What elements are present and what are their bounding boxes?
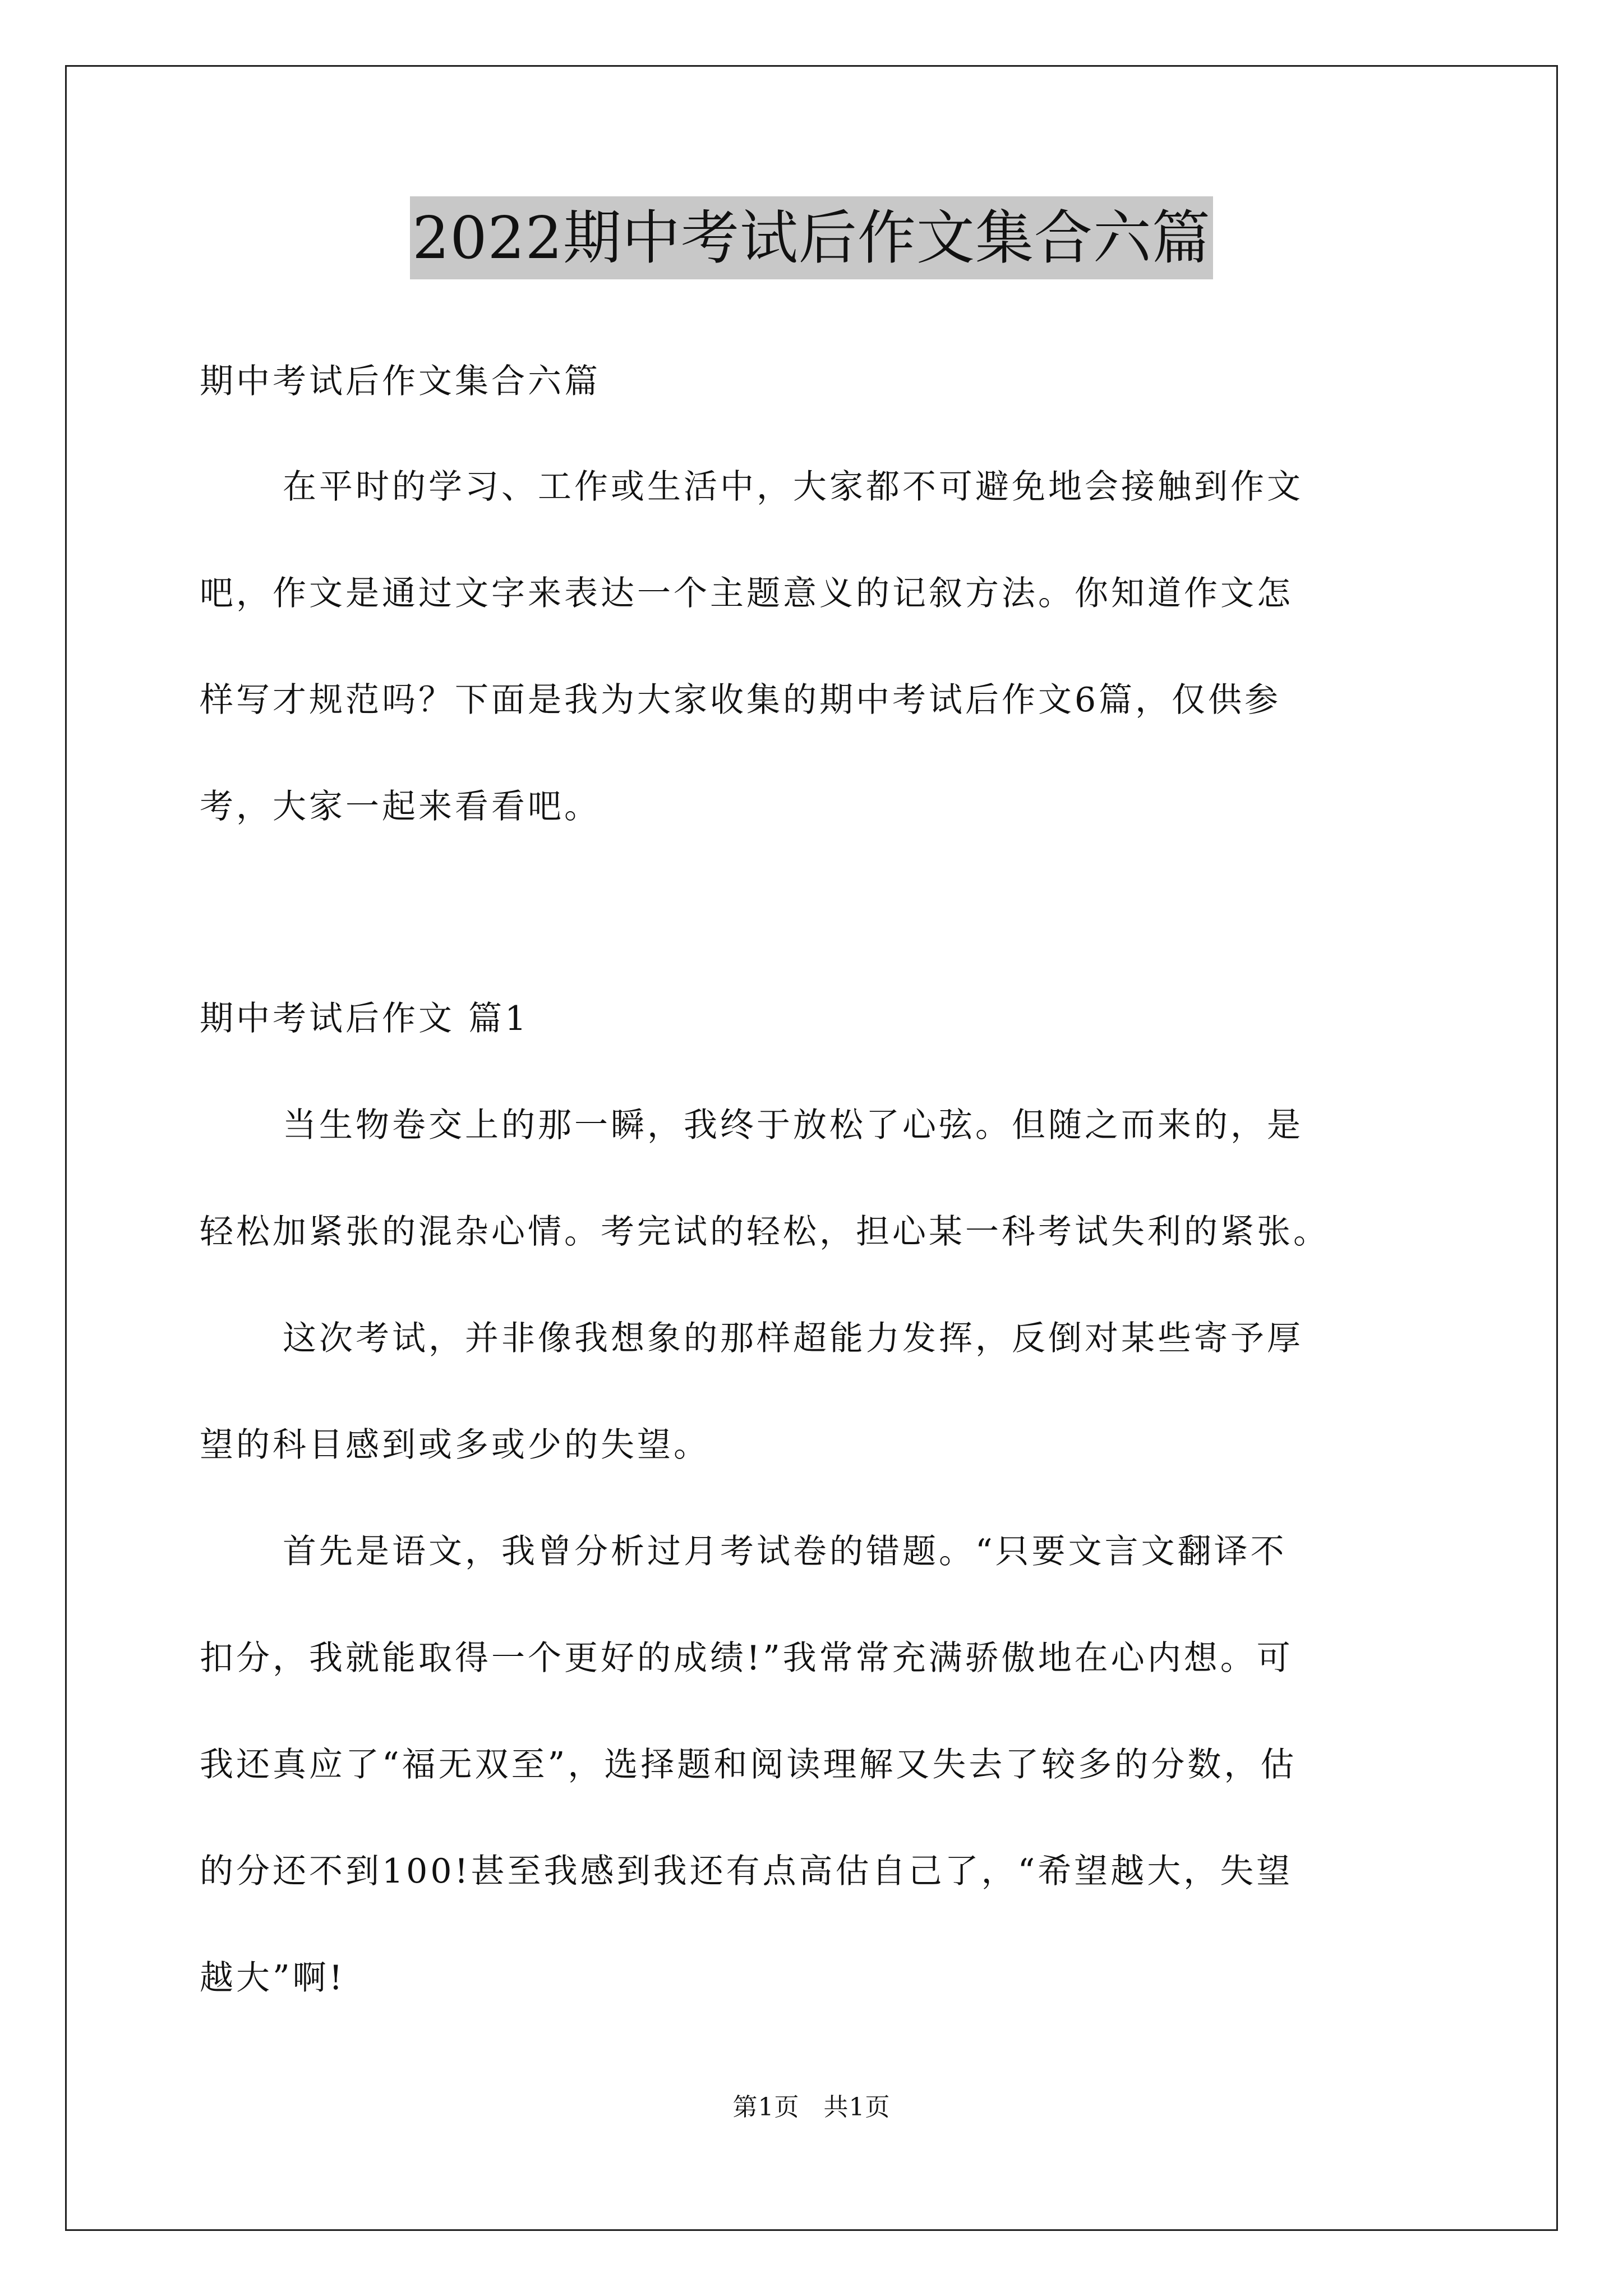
- intro-line: 考，大家一起来看看吧。: [200, 787, 601, 826]
- document-title: 2022期中考试后作文集合六篇: [410, 196, 1213, 279]
- paragraph-line: 的分还不到100!甚至我感到我还有点高估自己了，“希望越大，失望: [200, 1852, 1293, 1891]
- paragraph-line: 当生物卷交上的那一瞬，我终于放松了心弦。但随之而来的，是: [283, 1106, 1303, 1145]
- paragraph-line: 扣分，我就能取得一个更好的成绩!”我常常充满骄傲地在心内想。可: [200, 1639, 1293, 1678]
- paragraph-line: 这次考试，并非像我想象的那样超能力发挥，反倒对某些寄予厚: [283, 1319, 1303, 1358]
- page-footer: [0, 2087, 1623, 2123]
- page-number-current: 第1页: [732, 2093, 800, 2122]
- intro-line: 在平时的学习、工作或生活中，大家都不可避免地会接触到作文: [283, 467, 1303, 507]
- paragraph-line: 轻松加紧张的混杂心情。考完试的轻松，担心某一科考试失利的紧张。: [200, 1212, 1330, 1251]
- paragraph-line: 我还真应了“福无双至”，选择题和阅读理解又失去了较多的分数，估: [200, 1745, 1297, 1784]
- subtitle: 期中考试后作文集合六篇: [200, 362, 601, 401]
- intro-line: 样写才规范吗？下面是我为大家收集的期中考试后作文6篇，仅供参: [200, 680, 1281, 720]
- intro-line: 吧，作文是通过文字来表达一个主题意义的记叙方法。你知道作文怎: [200, 574, 1293, 613]
- paragraph-line: 首先是语文，我曾分析过月考试卷的错题。“只要文言文翻译不: [283, 1532, 1287, 1571]
- title-container: [0, 196, 1623, 279]
- paragraph-line: 望的科目感到或多或少的失望。: [200, 1425, 710, 1465]
- page-number-total: 共1页: [823, 2093, 891, 2122]
- paragraph-line: 越大”啊!: [200, 1958, 345, 1998]
- section-heading: 期中考试后作文 篇1: [200, 999, 529, 1038]
